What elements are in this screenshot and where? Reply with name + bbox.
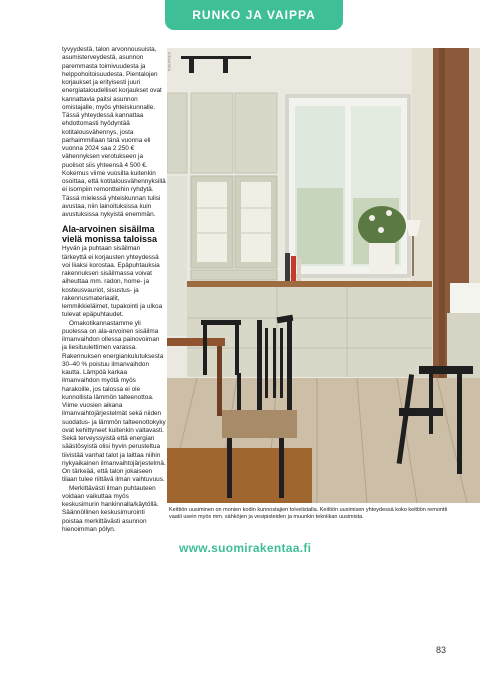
paragraph-3: Merkittävästi ilman puhtauteen voidaan vaikuttaa myös keskusimurin hankinnalla/käytöllä. Säännöllinen keskusimurointi poistaa merkittävästi asunnon hienoimman pölyn.: [62, 484, 159, 533]
paragraph-1: Hyvän ja puhtaan sisäilman tärkeyttä ei korjausten yhteydessä voi liiaksi korostaa. Epäpuhtauksia rakennuksen sisäilmassa voivat aiheuttaa mm. radon, home- ja kosteusvauriot, sisustus- ja rakennusmateriaalit, lemmikkieläimet, tupakointi ja ulkoa tulevat epäpuhtaudet.: [62, 245, 163, 319]
page-number: 83: [436, 645, 447, 655]
paragraph-2: Omakotikannastamme yli puolessa on ala-arvoinen sisäilma ilmanvaihdon ollessa painovoiman ja liesituulettimen varassa. Rakennuksen energiankulutuksesta 30–40 % poistuu ilmanvaihdon kautta. Lämpöä karkaa ilmanvaihdon myötä myös harakoille, jos talossa ei ole kunnollista lämmön talteenottoa. Viime vuosien aikana ilmanvaihtojärjestelmät sekä niiden suodatus- ja lämmön talteenottokyky ovat kehittyneet kuitenkin valtavasti. Sekä terveyssyistä että energian säästösyistä olisi hyvin perusteltua tiivistää vanhat talot ja laittaa niihin nykyaikainen ilmanvaihtojärjestelmä. On tärkeää, että talon jokaiseen tilaan tulee riittävä ilman vaihtuvuus.: [62, 319, 166, 484]
photo-credit: IKEA/ISEA: [167, 52, 172, 72]
kitchen-photo: [167, 48, 480, 503]
article-column: [62, 46, 166, 534]
subheading: Ala-arvoinen sisäilma vielä monissa taloissa: [62, 224, 158, 245]
website-link[interactable]: www.suomirakentaa.fi: [179, 541, 312, 555]
section-header: RUNKO JA VAIPPA: [165, 0, 343, 30]
intro-paragraph: tyvyydestä, talon arvonnousuista, asumisterveydestä, asunnon paremmasta toimivuudesta ja helppohoitoisuudesta. Pientalojen korjaukset ja erityisesti juuri energiataloudelliset korjaukset ovat kannattavia paitsi asunnon omistajalle, myös yhteiskunnalle. Tässä yhteydessä kannattaa ehdottomasti hyödyntää kotitalousvähennys, josta parhaimmillaan tänä vuonna eli vuonna 2024 saa 2 250 € vähennyksen verotukseen ja puolisot siis yhteensä 4 500 €. Kokemus viime vuosilta kuitenkin osoittaa, että kotitalousvähennyksillä ei isompiin remontteihin ryhdytä. Tässä mielessä yhteiskunnan tulisi avustaa, niin lainoituksissa kuin avustuksissa nykyistä enemmän.: [62, 46, 166, 218]
photo-caption: Keittiön uusiminen on monien kodin kunnostajien toivelistalla. Keittiön uusimisen yhteydessä koko keittiön remontti vaatii usein myös mm. sähköjen ja vesipisteiden ja muunkin tekniikan uusimista.: [169, 507, 448, 520]
